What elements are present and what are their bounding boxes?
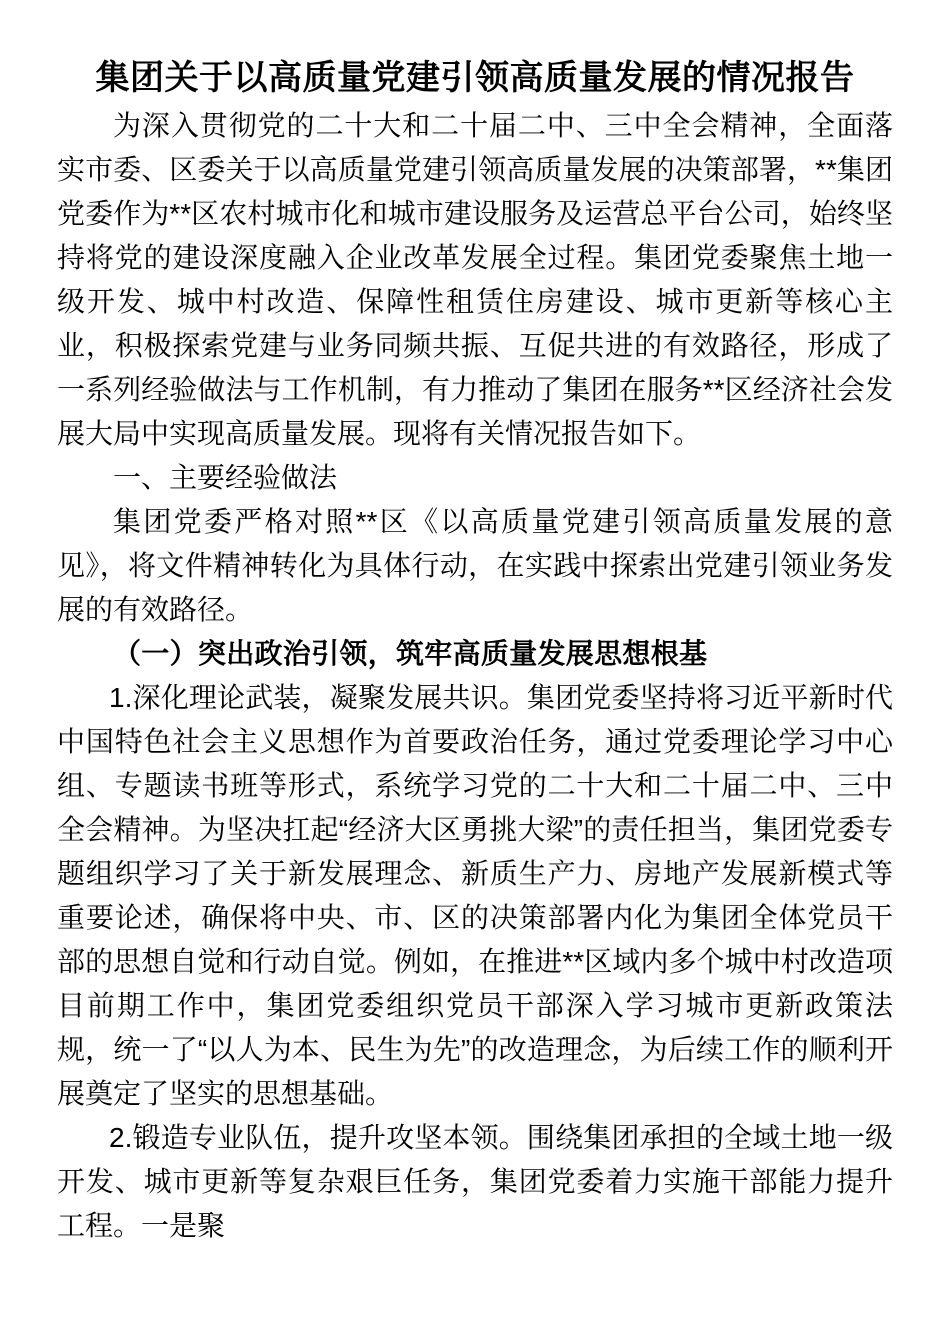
section-heading-1: 一、主要经验做法 xyxy=(113,462,338,493)
paragraph-item-1: 1.深化理论武装，凝聚发展共识。集团党委坚持将习近平新时代中国特色社会主义思想作为首要政治任务，通过党委理论学习中心组、专题读书班等形式，系统学习党的二十大和二十届二中、三中全会精神。为坚决扛起“经济大区勇挑大梁”的责任担当，集团党委专题组织学习了关于新发展理念、新质生产力、房地产发展新模式等重要论述，确保将中央、市、区的决策部署内化为集团全体党员干部的思想自觉和行动自觉。例如，在推进**区域内多个城中村改造项目前期工作中，集团党委组织党员干部深入学习城市更新政策法规，统一了“以人为本、民生为先”的改造理念，为后续工作的顺利开展奠定了坚实的思想基础。 xyxy=(57,682,893,1109)
paragraph-section-1-lead: 集团党委严格对照**区《以高质量党建引领高质量发展的意见》，将文件精神转化为具体行动，在实践中探索出党建引领业务发展的有效路径。 xyxy=(57,506,893,625)
page-title: 集团关于以高质量党建引领高质量发展的情况报告 xyxy=(95,59,855,97)
document-body xyxy=(57,104,893,1248)
paragraph-intro: 为深入贯彻党的二十大和二十届二中、三中全会精神，全面落实市委、区委关于以高质量党建引领高质量发展的决策部署，**集团党委作为**区农村城市化和城市建设服务及运营总平台公司，始终坚持将党的建设深度融入企业改革发展全过程。集团党委聚焦土地一级开发、城中村改造、保障性租赁住房建设、城市更新等核心主业，积极探索党建与业务同频共振、互促共进的有效路径，形成了一系列经验做法与工作机制，有力推动了集团在服务**区经济社会发展大局中实现高质量发展。现将有关情况报告如下。 xyxy=(57,110,893,449)
subsection-heading-1: （一）突出政治引领，筑牢高质量发展思想根基 xyxy=(113,638,708,669)
paragraph-item-2: 2.锻造专业队伍，提升攻坚本领。围绕集团承担的全域土地一级开发、城市更新等复杂艰巨任务，集团党委着力实施干部能力提升工程。一是聚 xyxy=(57,1122,893,1241)
